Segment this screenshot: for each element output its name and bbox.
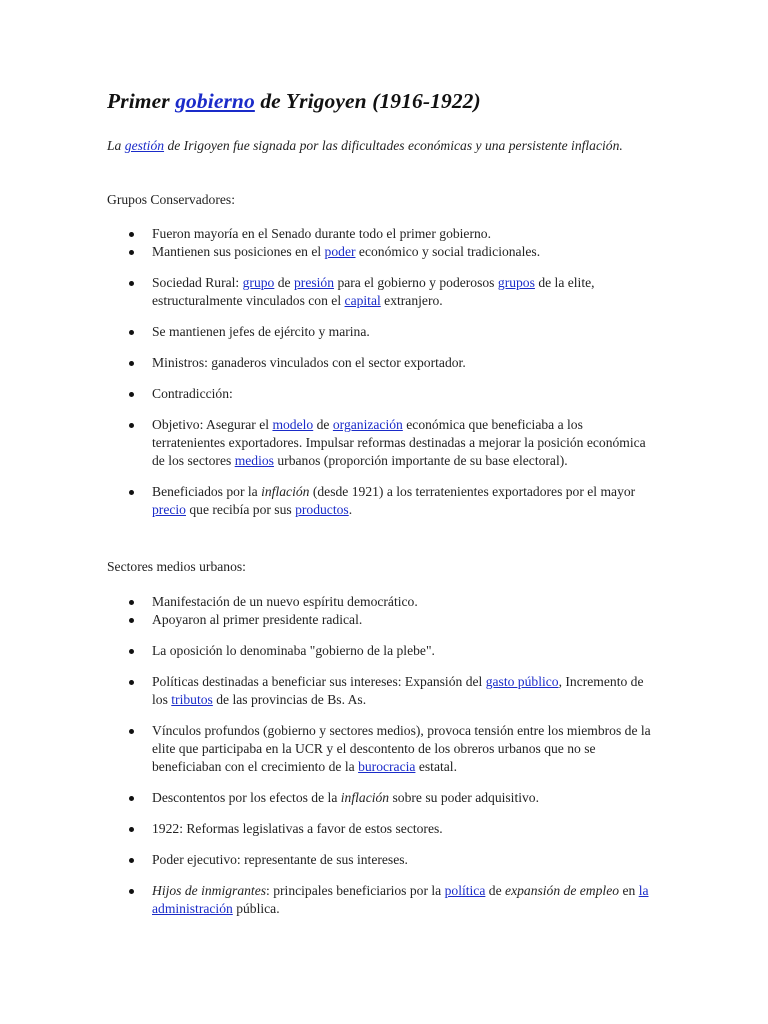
italic-term: inflación — [261, 484, 310, 499]
item-text: de — [488, 883, 502, 898]
list-item — [107, 611, 652, 629]
link-gobierno[interactable]: gobierno — [175, 89, 255, 113]
link-organizacion[interactable]: organización — [332, 417, 403, 432]
link-poder[interactable]: poder — [324, 244, 356, 259]
link-medios[interactable]: medios — [234, 453, 274, 468]
item-text: extranjero. — [384, 293, 443, 308]
item-text: Poder ejecutivo: representante de sus intereses. — [152, 852, 408, 867]
item-text: 1922: Reformas legislativas a favor de estos sectores. — [152, 821, 443, 836]
item-text: Políticas destinadas a beneficiar sus intereses: Expansión del — [152, 674, 483, 689]
item-text: Contradicción: — [152, 386, 233, 401]
item-text: Mantienen sus posiciones en el — [152, 244, 322, 259]
item-text: , Incremento de los — [152, 674, 644, 707]
list-item — [107, 483, 652, 519]
link-grupo[interactable]: grupo — [242, 275, 275, 290]
item-text: en — [622, 883, 636, 898]
item-text: de — [316, 417, 330, 432]
link-la-administracion[interactable]: la administración — [152, 883, 649, 916]
item-text: Apoyaron al primer presidente radical. — [152, 612, 363, 627]
list-item — [107, 789, 652, 807]
intro-text: de Irigoyen fue signada por las dificultades económicas y una persistente inflación. — [167, 138, 623, 153]
list-item — [107, 354, 652, 372]
link-modelo[interactable]: modelo — [272, 417, 314, 432]
item-text: (desde 1921) a los terratenientes exportadores por el mayor — [312, 484, 636, 499]
link-grupos[interactable]: grupos — [497, 275, 535, 290]
list-item — [107, 722, 652, 776]
list-sectores-medios — [107, 593, 652, 918]
item-text: que recibía por sus — [189, 502, 292, 517]
link-gasto-publico[interactable]: gasto público — [485, 674, 559, 689]
list-conservadores — [107, 225, 652, 519]
italic-term: inflación — [340, 790, 390, 805]
italic-term: Hijos de inmigrantes — [152, 883, 267, 898]
link-capital[interactable]: capital — [344, 293, 381, 308]
list-item — [107, 820, 652, 838]
link-tributos[interactable]: tributos — [171, 692, 213, 707]
intro-text: La — [107, 138, 122, 153]
item-text: Se mantienen jefes de ejército y marina. — [152, 324, 370, 339]
item-text: de — [277, 275, 291, 290]
section-heading-conservadores: Grupos Conservadores: — [107, 192, 235, 207]
item-text: estatal. — [418, 759, 457, 774]
item-text: sobre su poder adquisitivo. — [392, 790, 540, 805]
item-text: La oposición lo denominaba "gobierno de la plebe". — [152, 643, 435, 658]
item-text: Manifestación de un nuevo espíritu democrático. — [152, 594, 418, 609]
item-text: de las provincias de Bs. As. — [216, 692, 367, 707]
item-text: pública. — [236, 901, 280, 916]
item-text: Fueron mayoría en el Senado durante todo el primer gobierno. — [152, 226, 491, 241]
title-text-start: Primer — [107, 89, 170, 113]
item-text: económica que beneficiaba a los terratenientes exportadores. Impulsar reformas destinadas a mejorar la posición económica de los sectores — [152, 417, 646, 468]
page-title — [107, 89, 481, 114]
intro-paragraph — [107, 137, 647, 155]
list-item — [107, 243, 652, 261]
item-text: económico y social tradicionales. — [358, 244, 541, 259]
link-gestion[interactable]: gestión — [124, 138, 165, 153]
link-productos[interactable]: productos — [295, 502, 349, 517]
list-item — [107, 642, 652, 660]
list-item — [107, 274, 652, 310]
item-text: Ministros: ganaderos vinculados con el sector exportador. — [152, 355, 466, 370]
item-text: : principales beneficiarios por la — [266, 883, 442, 898]
italic-term: expansión de empleo — [505, 883, 620, 898]
item-text: Objetivo: Asegurar el — [152, 417, 270, 432]
link-presion[interactable]: presión — [294, 275, 335, 290]
item-text: Beneficiados por la — [152, 484, 258, 499]
title-text-end: de Yrigoyen (1916-1922) — [260, 89, 481, 113]
item-text: para el gobierno y poderosos — [337, 275, 495, 290]
item-text: . — [348, 502, 353, 517]
list-item — [107, 323, 652, 341]
link-politica[interactable]: política — [444, 883, 486, 898]
list-item — [107, 882, 652, 918]
link-precio[interactable]: precio — [152, 502, 186, 517]
item-text: Vínculos profundos (gobierno y sectores medios), provoca tensión entre los miembros de la elite que participaba en la UCR y el descontento de los obreros urbanos que no se beneficiaban con el crecimiento de la — [152, 723, 651, 774]
list-item — [107, 225, 652, 243]
list-item — [107, 673, 652, 709]
link-burocracia[interactable]: burocracia — [358, 759, 416, 774]
section-heading-sectores-medios: Sectores medios urbanos: — [107, 559, 246, 574]
item-text: urbanos (proporción importante de su base electoral). — [277, 453, 568, 468]
list-item — [107, 416, 652, 470]
item-text: de la elite, estructuralmente vinculados con el — [152, 275, 595, 308]
item-text: Sociedad Rural: — [152, 275, 240, 290]
list-item — [107, 851, 652, 869]
list-item — [107, 385, 652, 403]
item-text: Descontentos por los efectos de la — [152, 790, 338, 805]
list-item — [107, 593, 652, 611]
